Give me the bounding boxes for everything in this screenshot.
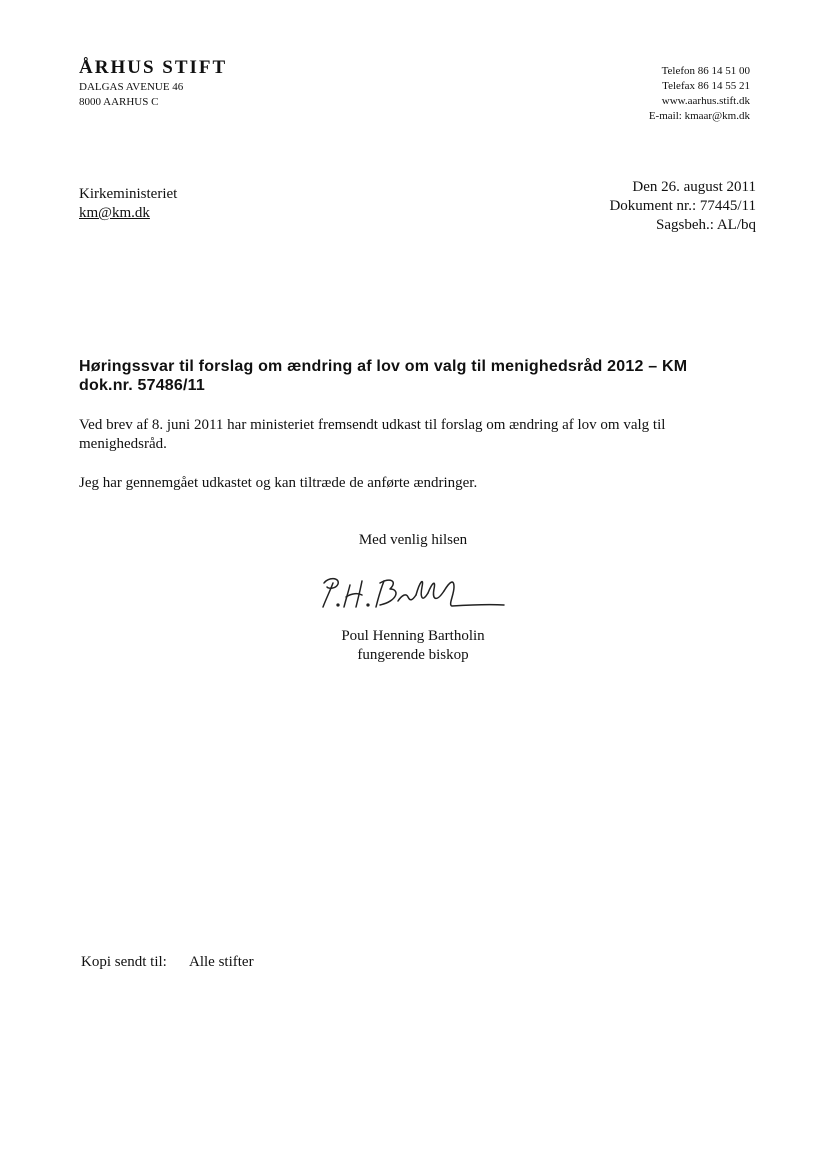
signer-title: fungerende biskop — [357, 647, 469, 663]
letter-date: Den 26. august 2011 — [632, 179, 756, 195]
organization-name: ÅRHUS STIFT — [79, 57, 228, 78]
website: www.aarhus.stift.dk — [661, 95, 750, 107]
recipient-email-wrapper — [79, 204, 150, 223]
handwritten-signature — [318, 571, 508, 618]
copy-recipients — [81, 953, 254, 972]
address-line-2: 8000 AARHUS C — [79, 96, 159, 108]
closing-greeting: Med venlig hilsen — [358, 532, 468, 548]
phone-number: Telefon 86 14 51 00 — [661, 65, 750, 77]
signature-image — [318, 571, 508, 613]
copy-label: Kopi sendt til: — [81, 954, 167, 970]
subject-heading — [79, 357, 751, 395]
body-paragraph-2: Jeg har gennemgået udkastet og kan tiltræde de anførte ændringer. — [79, 475, 478, 491]
subject-line-1: Høringssvar til forslag om ændring af lov om valg til menighedsråd 2012 – KM — [79, 358, 688, 375]
body-paragraph-1: Ved brev af 8. juni 2011 har ministeriet fremsendt udkast til forslag om ændring af lov om valg til menighedsråd. — [79, 417, 666, 452]
recipient-name: Kirkeministeriet — [79, 186, 178, 202]
signer-name: Poul Henning Bartholin — [341, 628, 485, 644]
subject-line-2: dok.nr. 57486/11 — [79, 377, 205, 394]
recipient-email-link[interactable]: km@km.dk — [79, 205, 150, 221]
document-number: Dokument nr.: 77445/11 — [609, 198, 756, 214]
contact-email: E-mail: kmaar@km.dk — [648, 110, 750, 122]
case-handler: Sagsbeh.: AL/bq — [656, 217, 756, 233]
fax-number: Telefax 86 14 55 21 — [662, 80, 750, 92]
address-line-1: DALGAS AVENUE 46 — [79, 81, 184, 93]
copy-recipient-list: Alle stifter — [189, 954, 254, 970]
